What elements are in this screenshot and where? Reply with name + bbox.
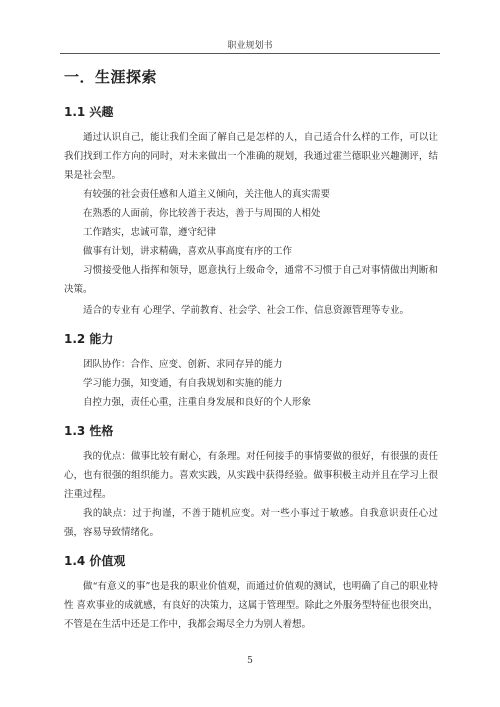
- section-title-personality: 1.3 性格: [64, 424, 114, 438]
- interest-trait: 习惯接受他人指挥和领导，愿意执行上级命令，通常不习惯于自己对事情做出判断和决策。: [64, 265, 438, 295]
- interest-trait: 在熟悉的人面前，你比较善于表达，善于与周围的人相处: [83, 208, 321, 219]
- section-title-ability: 1.2 能力: [64, 332, 114, 346]
- header-rule: [60, 53, 440, 54]
- page-number: 5: [247, 656, 253, 666]
- section-title-interest: 1.1 兴趣: [64, 105, 114, 119]
- ability-item: 团队协作：合作、应变、创新、求同存异的能力: [83, 359, 283, 370]
- strengths-paragraph: 我的优点：做事比较有耐心，有条理。对任何接手的事情要做的很好，有很强的责任心，也有很强的组织能力。喜欢实践，从实践中获得经验。做事积极主动并且在学习上很注重过程。: [64, 451, 438, 500]
- interest-paragraph: 通过认识自己，能让我们全面了解自己是怎样的人，自己适合什么样的工作，可以让我们找到工作方向的同时，对未来做出一个准确的规划，我通过霍兰德职业兴趣测评，结果是社会型。: [64, 132, 438, 181]
- page-content: [64, 62, 438, 634]
- suitable-majors: 适合的专业有 心理学、学前教育、社会学、社会工作、信息资源管理等专业。: [83, 305, 410, 316]
- values-paragraph: 做“有意义的事”也是我的职业价值观，而通过价值观的测试，也明确了自己的职业特性 喜欢事业的成就感，有良好的决策力，这属于管理型。除此之外服务型特征也很突出，不管是在生活中还是工作中，我都会竭尽全力为别人着想。: [64, 581, 438, 630]
- chapter-title: 一．生涯探索: [64, 68, 158, 86]
- interest-trait: 有较强的社会责任感和人道主义倾向，关注他人的真实需要: [83, 189, 331, 200]
- weaknesses-paragraph: 我的缺点：过于拘谨，不善于随机应变。对一些小事过于敏感。自我意识责任心过强，容易导致情绪化。: [64, 508, 438, 538]
- ability-item: 自控力强，责任心重，注重自身发展和良好的个人形象: [83, 397, 312, 408]
- running-header: 职业规划书: [227, 41, 273, 51]
- interest-trait: 做事有计划，讲求精确，喜欢从事高度有序的工作: [83, 246, 293, 257]
- section-title-values: 1.4 价值观: [64, 554, 126, 568]
- ability-item: 学习能力强，知变通，有自我规划和实施的能力: [83, 378, 283, 389]
- interest-trait: 工作踏实，忠诚可靠，遵守纪律: [83, 227, 217, 238]
